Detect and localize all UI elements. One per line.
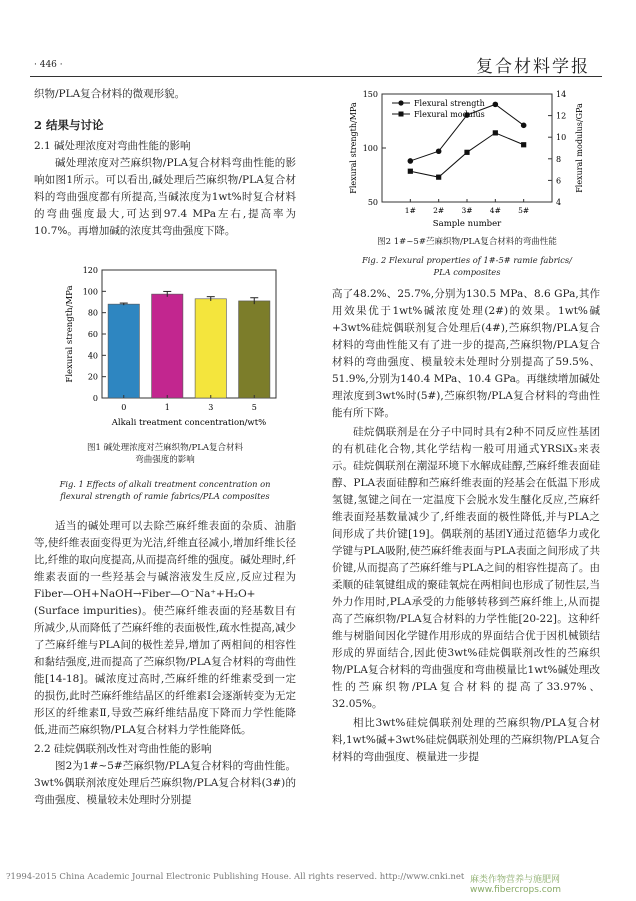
legend-label: Flexural strength (414, 99, 485, 108)
y2-tick-label: 8 (556, 154, 562, 164)
x-tick-label: 3# (461, 206, 473, 215)
data-point (464, 150, 469, 155)
x-tick-label: 4# (489, 206, 501, 215)
x-tick-label: 5# (518, 206, 530, 215)
y2-tick-label: 10 (556, 133, 567, 143)
figure-1-caption-en-line1: Fig. 1 Effects of alkali treatment concentration on (59, 479, 271, 489)
y-axis-label: Flexural strength/MPa (65, 285, 75, 383)
y-tick-label: 0 (92, 394, 98, 403)
y-tick-label: 100 (362, 144, 378, 153)
watermark-text: 麻类作物营养与施肥网 www.fibercrops.com (470, 875, 561, 895)
data-point (521, 142, 526, 147)
data-point (493, 130, 498, 135)
x-tick-label: 5 (251, 403, 257, 412)
y-tick-label: 120 (82, 266, 98, 275)
x-tick-label: 1 (164, 403, 170, 412)
figure-1-caption-cn-line2: 弯曲强度的影响 (135, 455, 195, 465)
y2-tick-label: 12 (556, 111, 567, 121)
figure-1-caption-cn (40, 442, 290, 466)
data-point (436, 175, 441, 180)
figure-2-caption-en (334, 254, 600, 278)
legend-marker (399, 112, 404, 117)
right-column-text (332, 286, 600, 766)
right-paragraph-2: 硅烷偶联剂是在分子中同时具有2种不同反应性基团的有机硅化合物,其化学结构一般可用通式YRSiX₃来表示。硅烷偶联剂在潮湿环境下水解成硅醇,苎麻纤维表面硅醇、PLA表面硅醇和苎麻纤维表面的羟基会在低温下形成氢键,氢键之间在一定温度下会脱水发生醚化反应,苎麻纤维表面羟基数量减少了,纤维表面的极性降低,并与PLA之间形成了共价键[19]。偶联剂的基团Y通过范德华力或化学键与PLA吸附,使苎麻纤维表面与PLA表面之间形成了共价键,从而提高了苎麻纤维与PLA之间的相容性提高了。由柔顺的硅氧键组成的聚硅氧烷在两相间也形成了韧性层,当外力作用时,PLA承受的力能够转移到苎麻纤维上,从而提高了苎麻织物/PLA复合材料的力学性能[20-22]。这种纤维与树脂间因化学键作用形成的界面结合优于因机械锁结形成的界面结合,因此使3wt%硅烷偶联剂改性的苎麻织物/PLA复合材料的弯曲强度和弯曲模量比1wt%碱处理改性的苎麻织物/PLA复合材料的提高了33.97%、32.05%。 (332, 426, 600, 710)
data-point (408, 158, 414, 164)
data-point (436, 148, 442, 154)
y-tick-label: 100 (82, 287, 98, 297)
x-axis-label: Alkali treatment concentration/wt% (111, 418, 267, 428)
intro-tail: 织物/PLA复合材料的微观形貌。 (34, 88, 186, 100)
data-point (493, 102, 499, 108)
subsection-title-1: 2.1 碱处理浓度对弯曲性能的影响 (34, 140, 191, 152)
y-tick-label: 50 (367, 198, 378, 207)
legend-label: Flexural modulus (414, 110, 485, 119)
y2-axis-label: Flexural modulus/GPa (575, 103, 584, 193)
y-tick-label: 60 (87, 330, 98, 339)
journal-title: 复合材料学报 (476, 57, 590, 77)
left-paragraph-3: 图2为1#~5#苎麻织物/PLA复合材料的弯曲性能。3wt%偶联剂浓度处理后苎麻织物/PLA复合材料(3#)的弯曲强度、模量较未处理时分别提 (34, 760, 296, 806)
figure-1-caption-cn-line1: 图1 碱处理浓度对苎麻织物/PLA复合材料 (87, 443, 243, 453)
bar (152, 294, 183, 398)
y-tick-label: 40 (87, 351, 98, 361)
x-tick-label: 3 (208, 403, 214, 412)
left-paragraph-1: 碱处理浓度对苎麻织物/PLA复合材料弯曲性能的影响如图1所示。可以看出,碱处理后苎麻织物/PLA复合材料的弯曲强度都有所提高,当碱浓度为1wt%时复合材料的弯曲强度最大,可达到97.4 MPa左右,提高率为10.7%。再增加碱的浓度其弯曲强度下降。 (34, 157, 296, 237)
data-point (521, 123, 527, 129)
header-rule (30, 76, 602, 77)
bar (195, 299, 226, 398)
left-paragraph-2: 适当的碱处理可以去除苎麻纤维表面的杂质、油脂等,使纤维表面变得更为光洁,纤维直径减小,增加纤维长径比,纤维的取向度提高,从而提高纤维的强度。碱处理时,纤维素表面的一些羟基会与碱溶液发生反应,反应过程为 Fiber—OH+NaOH→Fiber—O⁻Na⁺+H₂O+(Surface impurities)。使苎麻纤维表面的羟基数目有所减少,从而降低了苎麻纤维的表面极性,疏水性提高,减少了苎麻纤维与PLA间的极性差异,增加了两相间的相容性和黏结强度,进而提高了苎麻织物/PLA复合材料的弯曲性能[14-18]。碱浓度过高时,苎麻纤维的纤维素受到一定的损伤,此时苎麻纤维结晶区的纤维素Ⅰ会逐渐转变为无定形区的纤维素Ⅱ,导致苎麻纤维结晶度下降而力学性能降低,进而苎麻织物/PLA复合材料力学性能降低。 (34, 520, 297, 736)
copyright-footer: ?1994-2015 China Academic Journal Electronic Publishing House. All rights reserved. http://www.cnki.net (6, 872, 465, 882)
data-point (408, 169, 413, 174)
figure-1-caption-en-line2: flexural strength of ramie fabrics/PLA composites (60, 491, 270, 501)
y-tick-label: 20 (87, 372, 98, 382)
right-paragraph-3: 相比3wt%硅烷偶联剂处理的苎麻织物/PLA复合材料,1wt%碱+3wt%硅烷偶联剂处理的苎麻织物/PLA复合材料的弯曲强度、模量进一步提 (332, 717, 600, 763)
page-number: · 446 · (34, 60, 63, 70)
figure-2-caption-en-line1: Fig. 2 Flexural properties of 1#-5# ramie fabrics/ (362, 255, 572, 265)
bar (108, 304, 139, 398)
left-column-top (34, 86, 296, 240)
left-column-bottom (34, 518, 296, 809)
right-paragraph-1: 高了48.2%、25.7%,分别为130.5 MPa、8.6 GPa,其作用效果优于1wt%碱浓度处理(2#)的效果。1wt%碱+3wt%硅烷偶联剂复合处理后(4#),苎麻织物/PLA复合材料的弯曲性能又有了进一步的提高,苎麻织物/PLA复合材料的弯曲强度、模量较未处理时分别提高了59.5%、51.9%,分别为140.4 MPa、10.4 GPa。再继续增加碱处理浓度到3wt%时(5#),苎麻织物/PLA复合材料的弯曲性能有所下降。 (332, 288, 600, 419)
section-title: 2 结果与讨论 (34, 118, 104, 132)
y2-tick-label: 4 (556, 198, 562, 207)
y-tick-label: 80 (87, 308, 98, 318)
figure-2-line-chart (336, 86, 600, 232)
x-tick-label: 1# (404, 206, 416, 215)
figure-1-caption-en (36, 478, 294, 502)
bar (239, 301, 270, 398)
subsection-title-2: 2.2 硅烷偶联剂改性对弯曲性能的影响 (34, 743, 212, 755)
x-tick-label: 0 (121, 403, 127, 412)
legend-marker (398, 100, 403, 105)
y2-tick-label: 6 (556, 176, 562, 186)
figure-2-caption-en-line2: PLA composites (433, 267, 501, 277)
x-axis-label: Sample number (432, 219, 502, 229)
y-axis-label: Flexural strength/MPa (349, 102, 358, 194)
figure-1-bar-chart (40, 262, 290, 440)
y2-tick-label: 14 (556, 90, 567, 99)
x-tick-label: 2# (433, 206, 445, 215)
figure-2-caption-cn: 图2 1#~5#苎麻织物/PLA复合材料的弯曲性能 (377, 237, 557, 247)
y-tick-label: 150 (362, 90, 378, 99)
